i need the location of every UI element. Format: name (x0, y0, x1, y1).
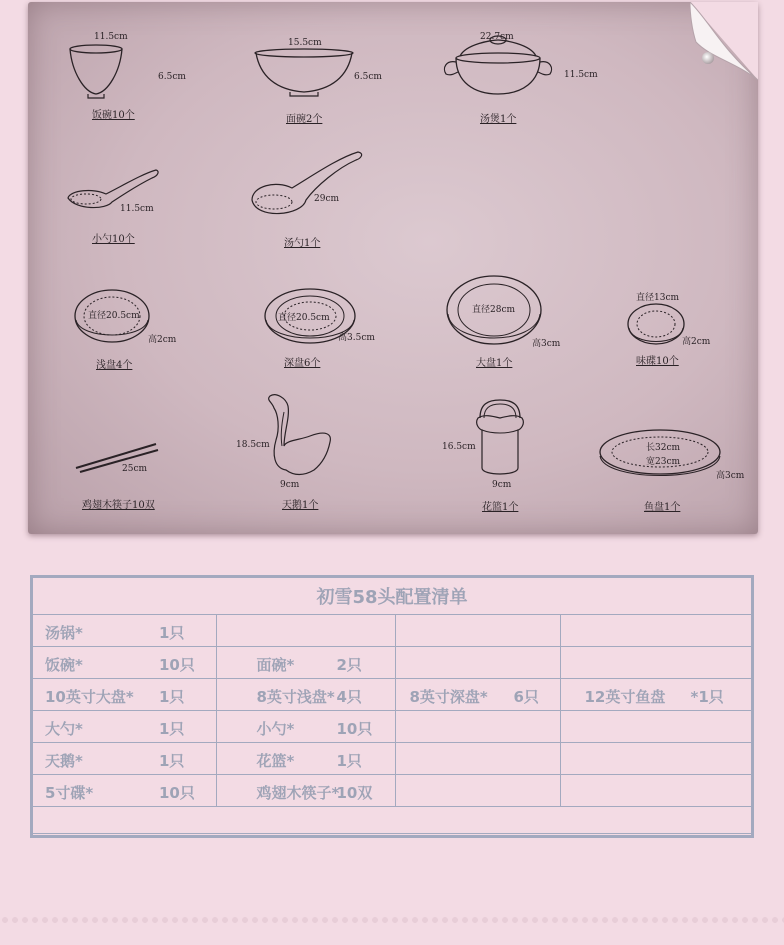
table-cell (216, 615, 395, 647)
dim-soup-pot-height: 11.5cm (564, 70, 598, 80)
cell-item-name: 饭碗* (45, 656, 83, 674)
large-plate-icon (446, 272, 586, 372)
table-cell (395, 711, 560, 743)
item-shallow-plate (74, 284, 204, 370)
dim-sauce-dish-diameter: 直径13cm (636, 293, 680, 303)
cell-item-qty: *1只 (690, 688, 724, 706)
table-cell (395, 615, 560, 647)
config-title: 初雪58头配置清单 (33, 578, 751, 615)
table-cell (560, 775, 751, 807)
table-cell (395, 743, 560, 775)
dim-noodle-bowl-diameter: 15.5cm (288, 38, 322, 48)
table-row-empty (33, 807, 751, 834)
cell-item-name: 10英寸大盘* (45, 688, 134, 706)
config-list (30, 575, 754, 838)
table-cell (33, 711, 216, 743)
item-soup-pot (440, 30, 610, 126)
dim-fish-plate-width: 宽23cm (646, 457, 681, 467)
table-cell (216, 647, 395, 679)
cell-item-qty: 10只 (159, 656, 195, 674)
cell-item-name: 花篮* (256, 752, 295, 770)
cell-item-qty: 6只 (513, 688, 539, 706)
item-fish-plate (598, 428, 748, 514)
cell-item-qty: 10只 (336, 720, 373, 738)
item-name: 花篮1个 (482, 502, 519, 513)
item-name: 面碗2个 (286, 114, 323, 125)
item-rice-bowl (64, 30, 204, 122)
item-name: 小勺10个 (92, 234, 135, 245)
item-name: 味碟10个 (636, 356, 679, 367)
dim-small-spoon-length: 11.5cm (120, 204, 154, 214)
item-name: 汤煲1个 (480, 114, 517, 125)
item-soup-ladle (250, 150, 380, 250)
table-cell (216, 775, 395, 807)
shallow-plate-icon (74, 284, 204, 370)
dim-noodle-bowl-height: 6.5cm (354, 72, 382, 82)
cell-item-name: 8英寸浅盘* (256, 688, 335, 706)
cell-item-name: 大勺* (45, 720, 83, 738)
table-row (33, 711, 751, 743)
table-cell (560, 647, 751, 679)
table-cell (216, 679, 395, 711)
dim-large-plate-height: 高3cm (532, 339, 561, 349)
table-cell (216, 743, 395, 775)
table-row (33, 775, 751, 807)
item-deep-plate (264, 286, 404, 372)
dim-sauce-dish-height: 高2cm (682, 337, 711, 347)
cell-item-name: 天鹅* (45, 752, 83, 770)
cell-item-name: 面碗* (256, 656, 295, 674)
item-flower-basket (440, 396, 550, 514)
item-name: 大盘1个 (476, 358, 513, 369)
table-cell (395, 775, 560, 807)
item-name: 浅盘4个 (96, 360, 133, 371)
table-cell (560, 711, 751, 743)
cell-item-qty: 1只 (159, 624, 185, 642)
cell-item-qty: 10双 (336, 784, 373, 802)
cell-item-qty: 1只 (159, 688, 185, 706)
table-row (33, 615, 751, 647)
table-cell (33, 743, 216, 775)
table-cell (33, 615, 216, 647)
table-cell (33, 647, 216, 679)
dim-deep-plate-height: 高3.5cm (338, 333, 375, 343)
dim-chopsticks-length: 25cm (122, 464, 148, 474)
table-cell (560, 679, 751, 711)
table-cell (395, 647, 560, 679)
flower-basket-icon (440, 396, 550, 514)
table-cell (33, 679, 216, 711)
table-cell (33, 775, 216, 807)
dim-fish-plate-height: 高3cm (716, 471, 745, 481)
table-cell (395, 679, 560, 711)
dim-shallow-plate-diameter: 直径20.5cm (88, 311, 140, 321)
footer-decoration (0, 915, 784, 925)
item-swan (236, 392, 346, 514)
cell-item-qty: 1只 (159, 752, 185, 770)
table-row (33, 679, 751, 711)
dim-swan-height: 18.5cm (236, 440, 270, 450)
item-sauce-dish (626, 288, 736, 368)
item-large-plate (446, 272, 586, 372)
dim-deep-plate-diameter: 直径20.5cm (278, 313, 330, 323)
item-small-spoon (66, 168, 186, 248)
pin-icon (702, 52, 714, 64)
item-name: 汤勺1个 (284, 238, 321, 249)
cell-item-name: 小勺* (256, 720, 295, 738)
dim-flower-basket-width: 9cm (492, 480, 512, 490)
dim-rice-bowl-height: 6.5cm (158, 72, 186, 82)
cell-item-name: 8英寸深盘* (409, 688, 488, 706)
cell-item-name: 5寸碟* (45, 784, 94, 802)
dim-soup-ladle-length: 29cm (314, 194, 340, 204)
table-row (33, 743, 751, 775)
dim-swan-width: 9cm (280, 480, 300, 490)
cell-item-qty: 1只 (159, 720, 185, 738)
dim-soup-pot-diameter: 22.7cm (480, 32, 514, 42)
dim-fish-plate-length: 长32cm (646, 443, 681, 453)
dim-flower-basket-height: 16.5cm (442, 442, 476, 452)
config-table (33, 615, 751, 834)
cell-item-qty: 10只 (159, 784, 195, 802)
cell-item-name: 12英寸鱼盘 (584, 688, 666, 706)
page-curl-icon (690, 2, 758, 80)
dim-rice-bowl-diameter: 11.5cm (94, 32, 128, 42)
cell-item-qty: 2只 (336, 656, 362, 674)
cell-item-qty: 4只 (336, 688, 362, 706)
item-name: 鱼盘1个 (644, 502, 681, 513)
item-name: 天鹅1个 (282, 500, 319, 511)
cell-item-qty: 1只 (336, 752, 362, 770)
dim-large-plate-diameter: 直径28cm (472, 305, 516, 315)
item-chopsticks (74, 440, 204, 512)
item-name: 饭碗10个 (92, 110, 135, 121)
table-cell (560, 615, 751, 647)
cell-item-name: 汤锅* (45, 624, 83, 642)
cell-item-name: 鸡翅木筷子* (256, 784, 340, 802)
table-cell (216, 711, 395, 743)
table-cell (560, 743, 751, 775)
item-noodle-bowl (254, 36, 394, 126)
item-name: 鸡翅木筷子10双 (82, 500, 155, 511)
dim-shallow-plate-height: 高2cm (148, 335, 177, 345)
table-row (33, 647, 751, 679)
item-name: 深盘6个 (284, 358, 321, 369)
